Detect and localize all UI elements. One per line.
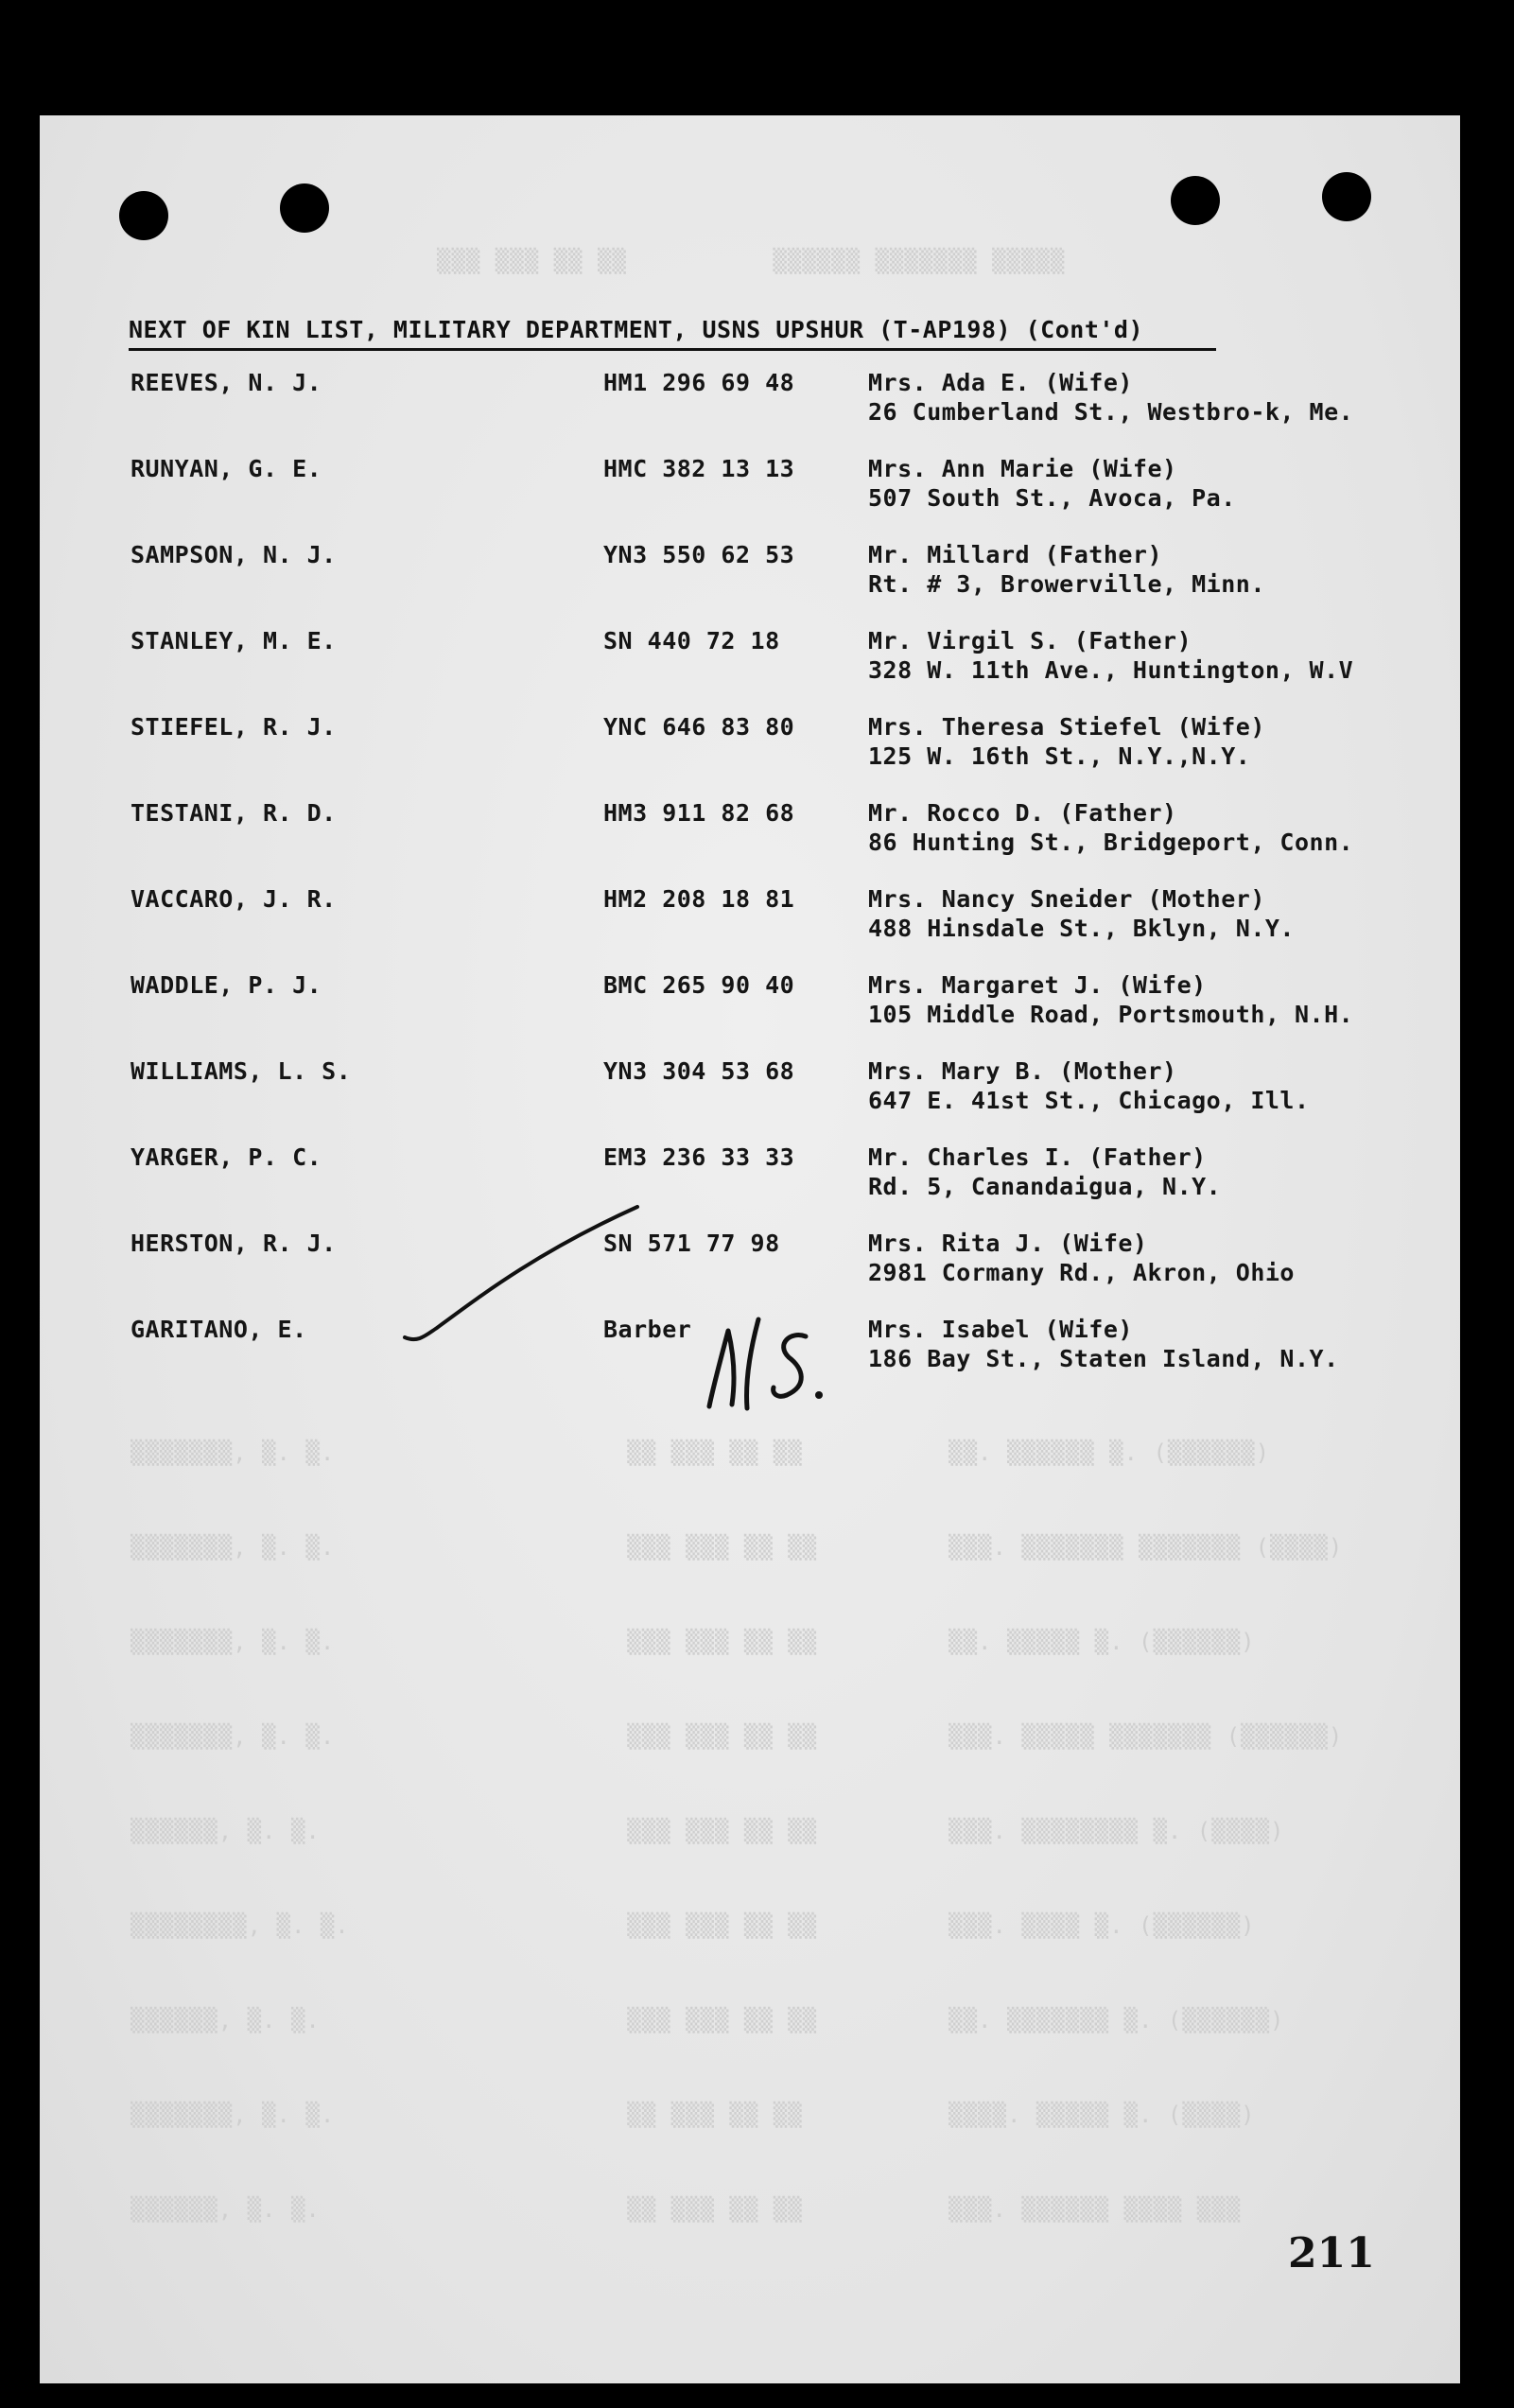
entry-name: VACCARO, J. R. xyxy=(131,885,337,913)
list-entry xyxy=(40,885,1460,970)
entry-name: SAMPSON, N. J. xyxy=(131,541,337,568)
entry-name: REEVES, N. J. xyxy=(131,369,322,396)
entry-address: 507 South St., Avoca, Pa. xyxy=(868,484,1236,512)
list-entry xyxy=(40,1057,1460,1143)
entry-name: WADDLE, P. J. xyxy=(131,971,322,999)
bleed-through-text: ▒▒▒▒▒▒▒, ▒. ▒. ▒▒▒ ▒▒▒ ▒▒ ▒▒ ▒▒▒. ▒▒▒▒▒ ▒▒▒▒▒▒▒ (▒▒▒▒▒▒) xyxy=(131,1723,1344,1750)
punch-hole-3 xyxy=(1171,176,1220,225)
list-entry xyxy=(40,627,1460,712)
entry-next-of-kin: Mrs. Margaret J. (Wife) xyxy=(868,971,1207,999)
entry-service-number: SN 571 77 98 xyxy=(603,1230,780,1257)
entry-next-of-kin: Mrs. Mary B. (Mother) xyxy=(868,1057,1177,1085)
bleed-through-text: ▒▒▒▒▒▒▒▒, ▒. ▒. ▒▒▒ ▒▒▒ ▒▒ ▒▒ ▒▒▒. ▒▒▒▒ ▒. (▒▒▒▒▒▒) xyxy=(131,1912,1256,1939)
entry-address: 105 Middle Road, Portsmouth, N.H. xyxy=(868,1001,1354,1028)
punch-hole-1 xyxy=(119,191,168,240)
entry-service-number: HM2 208 18 81 xyxy=(603,885,795,913)
entry-next-of-kin: Mrs. Ada E. (Wife) xyxy=(868,369,1133,396)
bleed-through-text: ▒▒▒▒▒▒▒, ▒. ▒. ▒▒▒ ▒▒▒ ▒▒ ▒▒ ▒▒. ▒▒▒▒▒ ▒. (▒▒▒▒▒▒) xyxy=(131,1629,1256,1655)
entry-next-of-kin: Mr. Virgil S. (Father) xyxy=(868,627,1192,654)
entry-address: Rt. # 3, Browerville, Minn. xyxy=(868,570,1265,598)
list-entry xyxy=(40,971,1460,1056)
bleed-through-text: ▒▒▒▒▒▒, ▒. ▒. ▒▒▒ ▒▒▒ ▒▒ ▒▒ ▒▒. ▒▒▒▒▒▒▒ ▒. (▒▒▒▒▒▒) xyxy=(131,2007,1285,2033)
entry-name: WILLIAMS, L. S. xyxy=(131,1057,352,1085)
entry-address: Rd. 5, Canandaigua, N.Y. xyxy=(868,1173,1222,1200)
entry-service-number: HM1 296 69 48 xyxy=(603,369,795,396)
entry-next-of-kin: Mrs. Theresa Stiefel (Wife) xyxy=(868,713,1265,741)
document-page xyxy=(40,115,1460,2383)
list-entry xyxy=(40,541,1460,626)
list-entry xyxy=(40,1230,1460,1315)
entry-name: STIEFEL, R. J. xyxy=(131,713,337,741)
list-entry xyxy=(40,713,1460,798)
entry-next-of-kin: Mrs. Rita J. (Wife) xyxy=(868,1230,1148,1257)
entry-service-number: HM3 911 82 68 xyxy=(603,799,795,827)
entry-name: STANLEY, M. E. xyxy=(131,627,337,654)
handwritten-initials-signature xyxy=(692,1312,862,1416)
entry-name: YARGER, P. C. xyxy=(131,1143,322,1171)
entry-name: RUNYAN, G. E. xyxy=(131,455,322,482)
heading-underline xyxy=(129,348,1216,351)
bleed-through-text: ▒▒▒ ▒▒▒ ▒▒ ▒▒ ▒▒▒▒▒▒ ▒▒▒▒▒▒▒ ▒▒▒▒▒ xyxy=(437,248,1066,274)
page-number: 211 xyxy=(1288,2229,1375,2277)
entry-next-of-kin: Mrs. Isabel (Wife) xyxy=(868,1316,1133,1343)
entry-service-number: YNC 646 83 80 xyxy=(603,713,795,741)
entry-service-number: YN3 550 62 53 xyxy=(603,541,795,568)
list-heading: NEXT OF KIN LIST, MILITARY DEPARTMENT, USNS UPSHUR (T-AP198) (Cont'd) xyxy=(129,316,1144,343)
entry-name: GARITANO, E. xyxy=(131,1316,307,1343)
entry-service-number: SN 440 72 18 xyxy=(603,627,780,654)
entry-name: HERSTON, R. J. xyxy=(131,1230,337,1257)
punch-hole-4 xyxy=(1322,172,1371,221)
entry-next-of-kin: Mrs. Nancy Sneider (Mother) xyxy=(868,885,1265,913)
entry-next-of-kin: Mr. Rocco D. (Father) xyxy=(868,799,1177,827)
entry-service-number: BMC 265 90 40 xyxy=(603,971,795,999)
entry-next-of-kin: Mr. Charles I. (Father) xyxy=(868,1143,1207,1171)
entry-service-number: YN3 304 53 68 xyxy=(603,1057,795,1085)
entry-address: 2981 Cormany Rd., Akron, Ohio xyxy=(868,1259,1295,1286)
handwritten-check-mark xyxy=(399,1203,645,1345)
entry-address: 488 Hinsdale St., Bklyn, N.Y. xyxy=(868,915,1295,942)
bleed-through-text: ▒▒▒▒▒▒, ▒. ▒. ▒▒▒ ▒▒▒ ▒▒ ▒▒ ▒▒▒. ▒▒▒▒▒▒▒▒ ▒. (▒▒▒▒) xyxy=(131,1818,1285,1844)
bleed-through-text: ▒▒▒▒▒▒▒, ▒. ▒. ▒▒ ▒▒▒ ▒▒ ▒▒ ▒▒. ▒▒▒▒▒▒ ▒. (▒▒▒▒▒▒) xyxy=(131,1440,1271,1466)
entry-next-of-kin: Mr. Millard (Father) xyxy=(868,541,1163,568)
bleed-through-text: ▒▒▒▒▒▒▒, ▒. ▒. ▒▒▒ ▒▒▒ ▒▒ ▒▒ ▒▒▒. ▒▒▒▒▒▒▒ ▒▒▒▒▒▒▒ (▒▒▒▒) xyxy=(131,1534,1344,1561)
list-entry xyxy=(40,1143,1460,1229)
entry-service-number: Barber xyxy=(603,1316,692,1343)
entry-name: TESTANI, R. D. xyxy=(131,799,337,827)
entry-address: 125 W. 16th St., N.Y.,N.Y. xyxy=(868,742,1251,770)
list-entry xyxy=(40,799,1460,884)
entry-address: 86 Hunting St., Bridgeport, Conn. xyxy=(868,829,1354,856)
entry-service-number: EM3 236 33 33 xyxy=(603,1143,795,1171)
entry-address: 186 Bay St., Staten Island, N.Y. xyxy=(868,1345,1339,1372)
list-entry xyxy=(40,369,1460,454)
entry-service-number: HMC 382 13 13 xyxy=(603,455,795,482)
punch-hole-2 xyxy=(280,183,329,233)
entry-next-of-kin: Mrs. Ann Marie (Wife) xyxy=(868,455,1177,482)
entry-address: 328 W. 11th Ave., Huntington, W.V xyxy=(868,656,1354,684)
entry-address: 647 E. 41st St., Chicago, Ill. xyxy=(868,1087,1310,1114)
list-entry xyxy=(40,455,1460,540)
bleed-through-text: ▒▒▒▒▒▒▒, ▒. ▒. ▒▒ ▒▒▒ ▒▒ ▒▒ ▒▒▒▒. ▒▒▒▒▒ ▒. (▒▒▒▒) xyxy=(131,2102,1256,2128)
bleed-through-text: ▒▒▒▒▒▒, ▒. ▒. ▒▒ ▒▒▒ ▒▒ ▒▒ ▒▒▒. ▒▒▒▒▒▒ ▒▒▒▒ ▒▒▒ xyxy=(131,2196,1242,2223)
entry-address: 26 Cumberland St., Westbro-k, Me. xyxy=(868,398,1354,426)
